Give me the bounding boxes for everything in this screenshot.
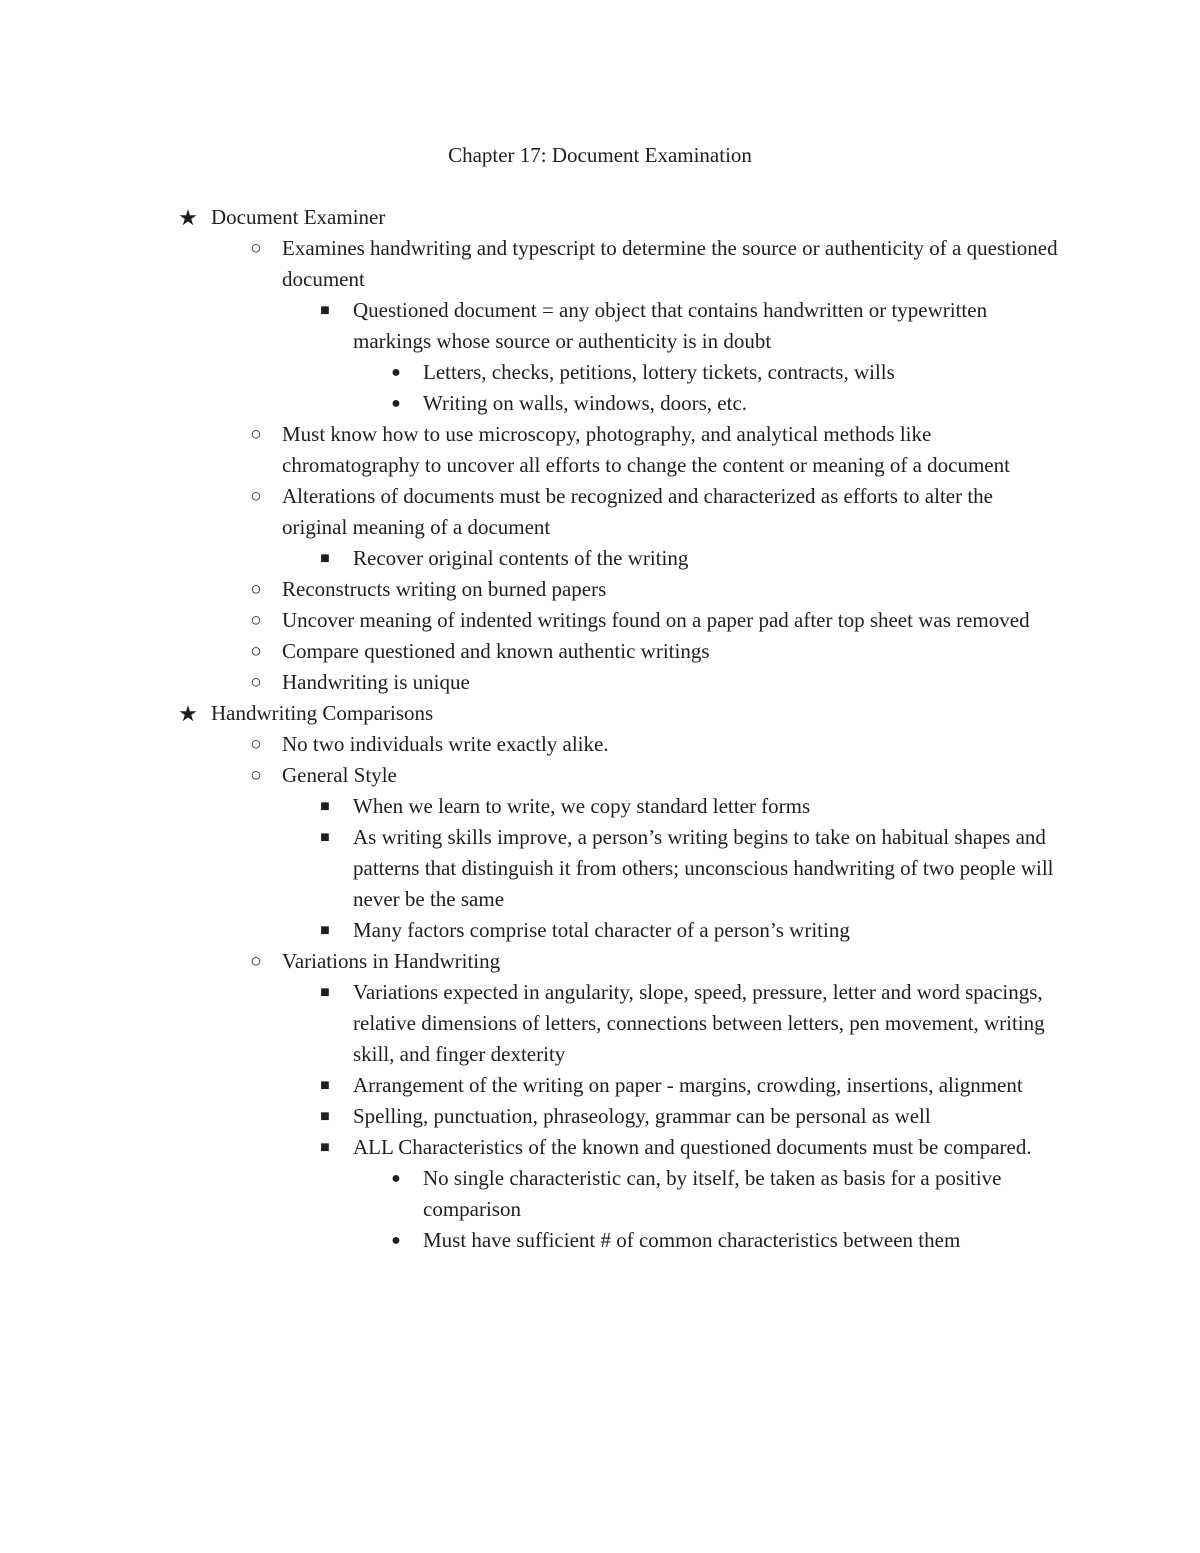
outline-item-level-3 [0, 543, 1200, 574]
square-bullet-icon: ■ [320, 984, 330, 1001]
hollow-circle-bullet-icon: ○ [250, 238, 262, 259]
outline-item-text: Questioned document = any object that contains handwritten or typewritten markings whose source or authenticity is in doubt [353, 298, 988, 353]
square-bullet-icon: ■ [320, 1108, 330, 1125]
outline-item-text: Many factors comprise total character of a person’s writing [353, 918, 850, 942]
hollow-circle-bullet-icon: ○ [250, 610, 262, 631]
outline-item-text: Handwriting Comparisons [211, 701, 434, 725]
star-bullet-icon: ★ [178, 701, 198, 726]
square-bullet-icon: ■ [320, 1139, 330, 1156]
outline-item-text: Document Examiner [211, 205, 386, 229]
outline-item-level-1 [0, 698, 1200, 729]
outline-item-text: Must know how to use microscopy, photography, and analytical methods like chromatography to uncover all efforts to change the content or meaning of a document [282, 422, 1010, 477]
outline-item-text: Uncover meaning of indented writings found on a paper pad after top sheet was removed [282, 608, 1030, 632]
outline-item-text: Variations expected in angularity, slope, speed, pressure, letter and word spacings, relative dimensions of letters, connections between letters, pen movement, writing skill, and finger dexterity [353, 980, 1045, 1066]
star-bullet-icon: ★ [178, 205, 198, 230]
square-bullet-icon: ■ [320, 1077, 330, 1094]
outline-item-level-3 [0, 295, 1200, 357]
outline-item-text: Reconstructs writing on burned papers [282, 577, 607, 601]
hollow-circle-bullet-icon: ○ [250, 951, 262, 972]
outline-item-level-2 [0, 946, 1200, 977]
outline-item-text: Handwriting is unique [282, 670, 470, 694]
outline-item-text: ALL Characteristics of the known and questioned documents must be compared. [353, 1135, 1032, 1159]
outline-item-text: Recover original contents of the writing [353, 546, 689, 570]
hollow-circle-bullet-icon: ○ [250, 641, 262, 662]
outline-item-level-2 [0, 605, 1200, 636]
outline-item-level-1 [0, 202, 1200, 233]
outline-item-text: As writing skills improve, a person’s writing begins to take on habitual shapes and patterns that distinguish it from others; unconscious handwriting of two people will never be the same [353, 825, 1054, 911]
outline-item-level-2 [0, 667, 1200, 698]
outline-item-text: General Style [282, 763, 397, 787]
hollow-circle-bullet-icon: ○ [250, 734, 262, 755]
outline-item-text: When we learn to write, we copy standard letter forms [353, 794, 811, 818]
outline-item-text: Examines handwriting and typescript to determine the source or authenticity of a questioned document [282, 236, 1058, 291]
outline-item-text: No two individuals write exactly alike. [282, 732, 609, 756]
outline-item-level-2 [0, 636, 1200, 667]
page-title: Chapter 17: Document Examination [448, 143, 752, 167]
hollow-circle-bullet-icon: ○ [250, 672, 262, 693]
outline-item-text: Writing on walls, windows, doors, etc. [423, 391, 748, 415]
outline-item-level-3 [0, 822, 1200, 915]
filled-circle-bullet-icon: ● [391, 364, 401, 381]
hollow-circle-bullet-icon: ○ [250, 765, 262, 786]
outline-item-level-4 [0, 1225, 1200, 1256]
outline-item-text: Letters, checks, petitions, lottery tickets, contracts, wills [423, 360, 895, 384]
outline-item-level-3 [0, 1132, 1200, 1163]
outline-item-text: Arrangement of the writing on paper - margins, crowding, insertions, alignment [353, 1073, 1023, 1097]
notes-outline [0, 202, 1200, 1256]
outline-item-level-2 [0, 233, 1200, 295]
hollow-circle-bullet-icon: ○ [250, 579, 262, 600]
outline-item-level-3 [0, 915, 1200, 946]
outline-item-level-4 [0, 1163, 1200, 1225]
square-bullet-icon: ■ [320, 798, 330, 815]
hollow-circle-bullet-icon: ○ [250, 424, 262, 445]
outline-item-level-3 [0, 791, 1200, 822]
outline-item-level-2 [0, 574, 1200, 605]
outline-item-level-4 [0, 357, 1200, 388]
outline-item-level-2 [0, 419, 1200, 481]
outline-item-text: No single characteristic can, by itself, be taken as basis for a positive comparison [423, 1166, 1002, 1221]
outline-item-level-2 [0, 729, 1200, 760]
hollow-circle-bullet-icon: ○ [250, 486, 262, 507]
outline-item-text: Spelling, punctuation, phraseology, grammar can be personal as well [353, 1104, 931, 1128]
square-bullet-icon: ■ [320, 550, 330, 567]
outline-item-level-2 [0, 760, 1200, 791]
outline-item-level-4 [0, 388, 1200, 419]
outline-item-level-3 [0, 1101, 1200, 1132]
outline-item-text: Alterations of documents must be recognized and characterized as efforts to alter the original meaning of a document [282, 484, 993, 539]
outline-item-text: Compare questioned and known authentic writings [282, 639, 710, 663]
square-bullet-icon: ■ [320, 302, 330, 319]
square-bullet-icon: ■ [320, 922, 330, 939]
outline-item-level-3 [0, 1070, 1200, 1101]
filled-circle-bullet-icon: ● [391, 1170, 401, 1187]
square-bullet-icon: ■ [320, 829, 330, 846]
filled-circle-bullet-icon: ● [391, 1232, 401, 1249]
outline-item-level-2 [0, 481, 1200, 543]
outline-item-text: Variations in Handwriting [282, 949, 501, 973]
outline-item-level-3 [0, 977, 1200, 1070]
filled-circle-bullet-icon: ● [391, 395, 401, 412]
outline-item-text: Must have sufficient # of common characteristics between them [423, 1228, 961, 1252]
